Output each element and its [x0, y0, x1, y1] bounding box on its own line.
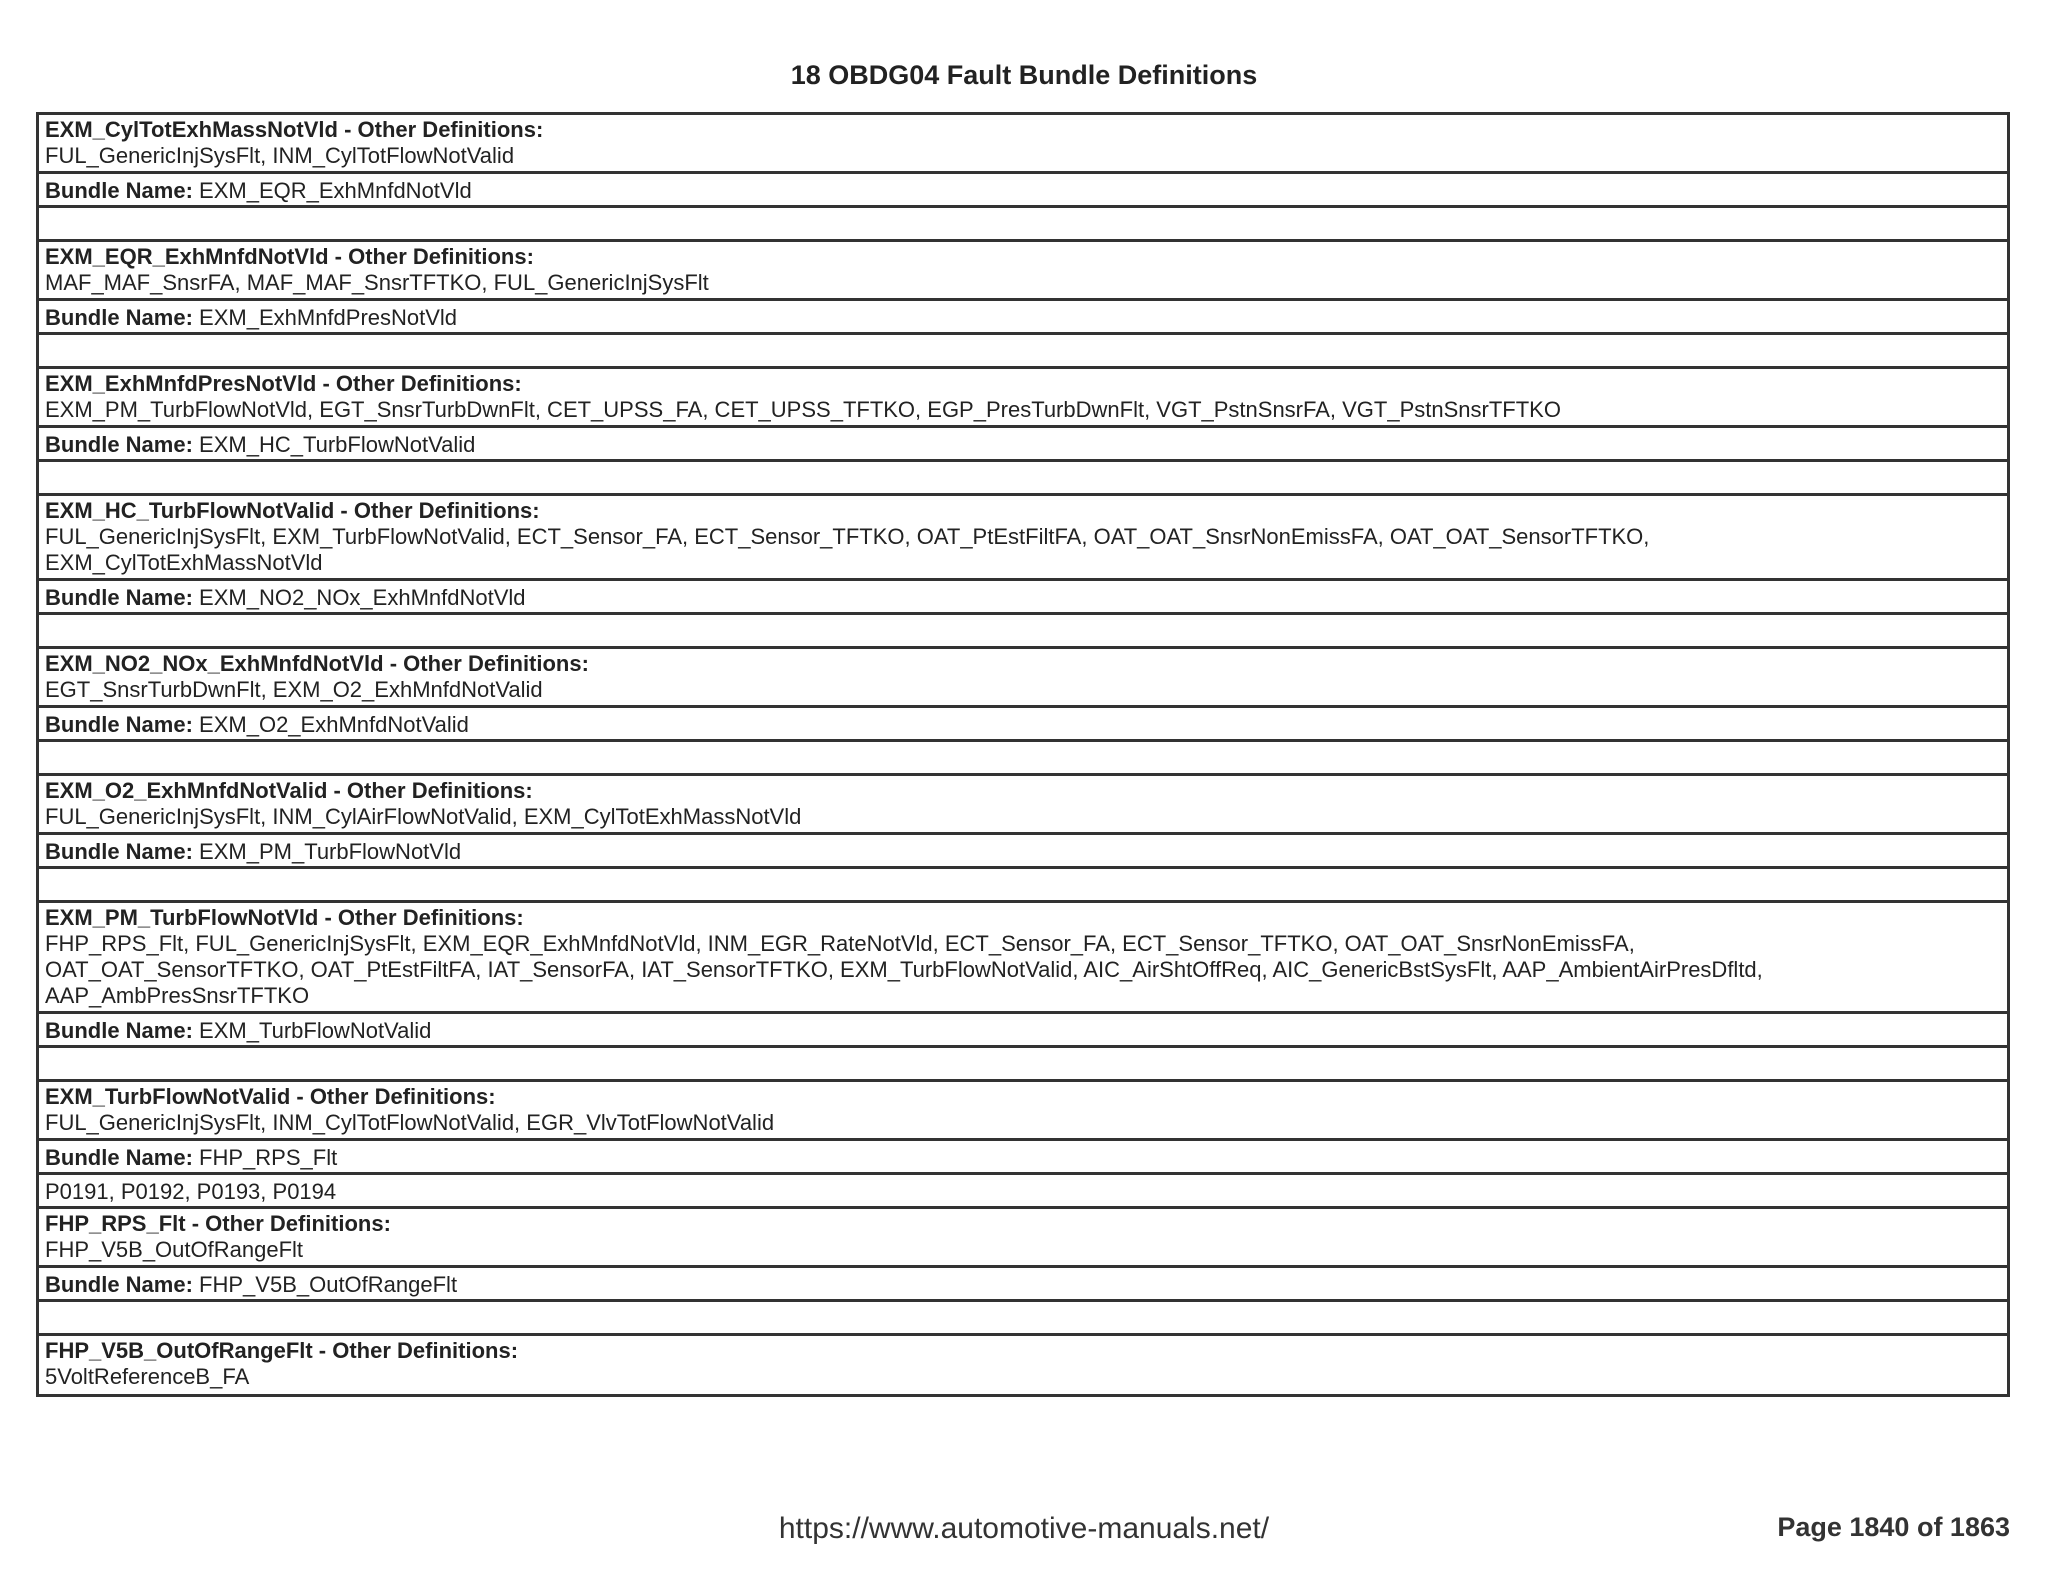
dtc-codes-row: P0191, P0192, P0193, P0194 — [39, 1172, 2007, 1206]
bundle-name-row — [39, 705, 2007, 739]
definition-row — [39, 900, 2007, 1011]
other-definitions: EGT_SnsrTurbDwnFlt, EXM_O2_ExhMnfdNotValid — [45, 677, 543, 702]
other-definitions: FHP_RPS_Flt, FUL_GenericInjSysFlt, EXM_EQR_ExhMnfdNotVld, INM_EGR_RateNotVld, ECT_Sensor_FA, ECT_Sensor_TFTKO, OAT_OAT_SnsrNonEmissFA, — [45, 931, 1635, 956]
bundle-name-label: Bundle Name: — [45, 305, 193, 330]
spacer-row — [39, 866, 2007, 900]
bundle-name-row — [39, 832, 2007, 866]
bundle-name-value: EXM_ExhMnfdPresNotVld — [199, 305, 458, 330]
spacer-row — [39, 612, 2007, 646]
page-number: Page 1840 of 1863 — [1777, 1512, 2010, 1542]
definition-title: FHP_RPS_Flt - Other Definitions: — [45, 1211, 391, 1236]
footer-url[interactable]: https://www.automotive-manuals.net/ — [778, 1512, 1270, 1545]
definition-row — [39, 646, 2007, 705]
definition-title: FHP_V5B_OutOfRangeFlt - Other Definitions: — [45, 1338, 519, 1363]
bundle-name-label: Bundle Name: — [45, 839, 193, 864]
definition-row — [39, 115, 2007, 171]
spacer-row — [39, 1299, 2007, 1333]
definition-row — [39, 1333, 2007, 1394]
bundle-name-label: Bundle Name: — [45, 1145, 193, 1170]
spacer-row — [39, 205, 2007, 239]
bundle-name-label: Bundle Name: — [45, 1018, 193, 1043]
bundle-name-label: Bundle Name: — [45, 712, 193, 737]
definition-title: EXM_EQR_ExhMnfdNotVld - Other Definitions: — [45, 244, 534, 269]
other-definitions: AAP_AmbPresSnsrTFTKO — [45, 983, 310, 1008]
bundle-name-row — [39, 1011, 2007, 1045]
bundle-name-label: Bundle Name: — [45, 1272, 193, 1297]
spacer-row — [39, 739, 2007, 773]
bundle-name-value: FHP_RPS_Flt — [199, 1145, 338, 1170]
bundle-definitions-table — [36, 112, 2010, 1397]
bundle-name-value: EXM_NO2_NOx_ExhMnfdNotVld — [199, 585, 526, 610]
definition-title: EXM_O2_ExhMnfdNotValid - Other Definitions: — [45, 778, 533, 803]
bundle-name-value: FHP_V5B_OutOfRangeFlt — [199, 1272, 458, 1297]
other-definitions: OAT_OAT_SensorTFTKO, OAT_PtEstFiltFA, IAT_SensorFA, IAT_SensorTFTKO, EXM_TurbFlowNotValid, AIC_AirShtOffReq, AIC_GenericBstSysFlt, AAP_AmbientAirPresDfltd, — [45, 957, 1763, 982]
definition-row — [39, 1206, 2007, 1265]
definition-title: EXM_NO2_NOx_ExhMnfdNotVld - Other Definitions: — [45, 651, 589, 676]
spacer-row — [39, 459, 2007, 493]
definition-title: EXM_ExhMnfdPresNotVld - Other Definitions: — [45, 371, 522, 396]
bundle-name-label: Bundle Name: — [45, 432, 193, 457]
bundle-name-value: EXM_TurbFlowNotValid — [199, 1018, 432, 1043]
definition-row — [39, 239, 2007, 298]
definition-title: EXM_HC_TurbFlowNotValid - Other Definitions: — [45, 498, 540, 523]
bundle-name-value: EXM_HC_TurbFlowNotValid — [199, 432, 476, 457]
bundle-name-value: EXM_PM_TurbFlowNotVld — [199, 839, 462, 864]
bundle-name-label: Bundle Name: — [45, 178, 193, 203]
definition-row — [39, 773, 2007, 832]
other-definitions: EXM_CylTotExhMassNotVld — [45, 550, 323, 575]
bundle-name-label: Bundle Name: — [45, 585, 193, 610]
bundle-name-value: EXM_EQR_ExhMnfdNotVld — [199, 178, 472, 203]
definition-row — [39, 493, 2007, 578]
bundle-name-row — [39, 1265, 2007, 1299]
other-definitions: FUL_GenericInjSysFlt, INM_CylAirFlowNotValid, EXM_CylTotExhMassNotVld — [45, 804, 802, 829]
spacer-row — [39, 1045, 2007, 1079]
bundle-name-row — [39, 578, 2007, 612]
bundle-name-value: EXM_O2_ExhMnfdNotValid — [199, 712, 469, 737]
other-definitions: FUL_GenericInjSysFlt, INM_CylTotFlowNotValid, EGR_VlvTotFlowNotValid — [45, 1110, 775, 1135]
bundle-name-row — [39, 1138, 2007, 1172]
definition-title: EXM_TurbFlowNotValid - Other Definitions: — [45, 1084, 496, 1109]
definition-title: EXM_CylTotExhMassNotVld - Other Definitions: — [45, 117, 544, 142]
bundle-name-row — [39, 171, 2007, 205]
page-title: 18 OBDG04 Fault Bundle Definitions — [790, 60, 1258, 90]
bundle-name-row — [39, 425, 2007, 459]
other-definitions: EXM_PM_TurbFlowNotVld, EGT_SnsrTurbDwnFlt, CET_UPSS_FA, CET_UPSS_TFTKO, EGP_PresTurbDwnFlt, VGT_PstnSnsrFA, VGT_PstnSnsrTFTKO — [45, 397, 1561, 422]
bundle-name-row — [39, 298, 2007, 332]
other-definitions: FUL_GenericInjSysFlt, INM_CylTotFlowNotValid — [45, 143, 515, 168]
definition-row — [39, 1079, 2007, 1138]
other-definitions: FUL_GenericInjSysFlt, EXM_TurbFlowNotValid, ECT_Sensor_FA, ECT_Sensor_TFTKO, OAT_PtEstFiltFA, OAT_OAT_SnsrNonEmissFA, OAT_OAT_SensorTFTKO, — [45, 524, 1650, 549]
definition-row — [39, 366, 2007, 425]
spacer-row — [39, 332, 2007, 366]
definition-title: EXM_PM_TurbFlowNotVld - Other Definitions: — [45, 905, 524, 930]
other-definitions: MAF_MAF_SnsrFA, MAF_MAF_SnsrTFTKO, FUL_GenericInjSysFlt — [45, 270, 709, 295]
other-definitions: FHP_V5B_OutOfRangeFlt — [45, 1237, 304, 1262]
other-definitions: 5VoltReferenceB_FA — [45, 1364, 250, 1389]
